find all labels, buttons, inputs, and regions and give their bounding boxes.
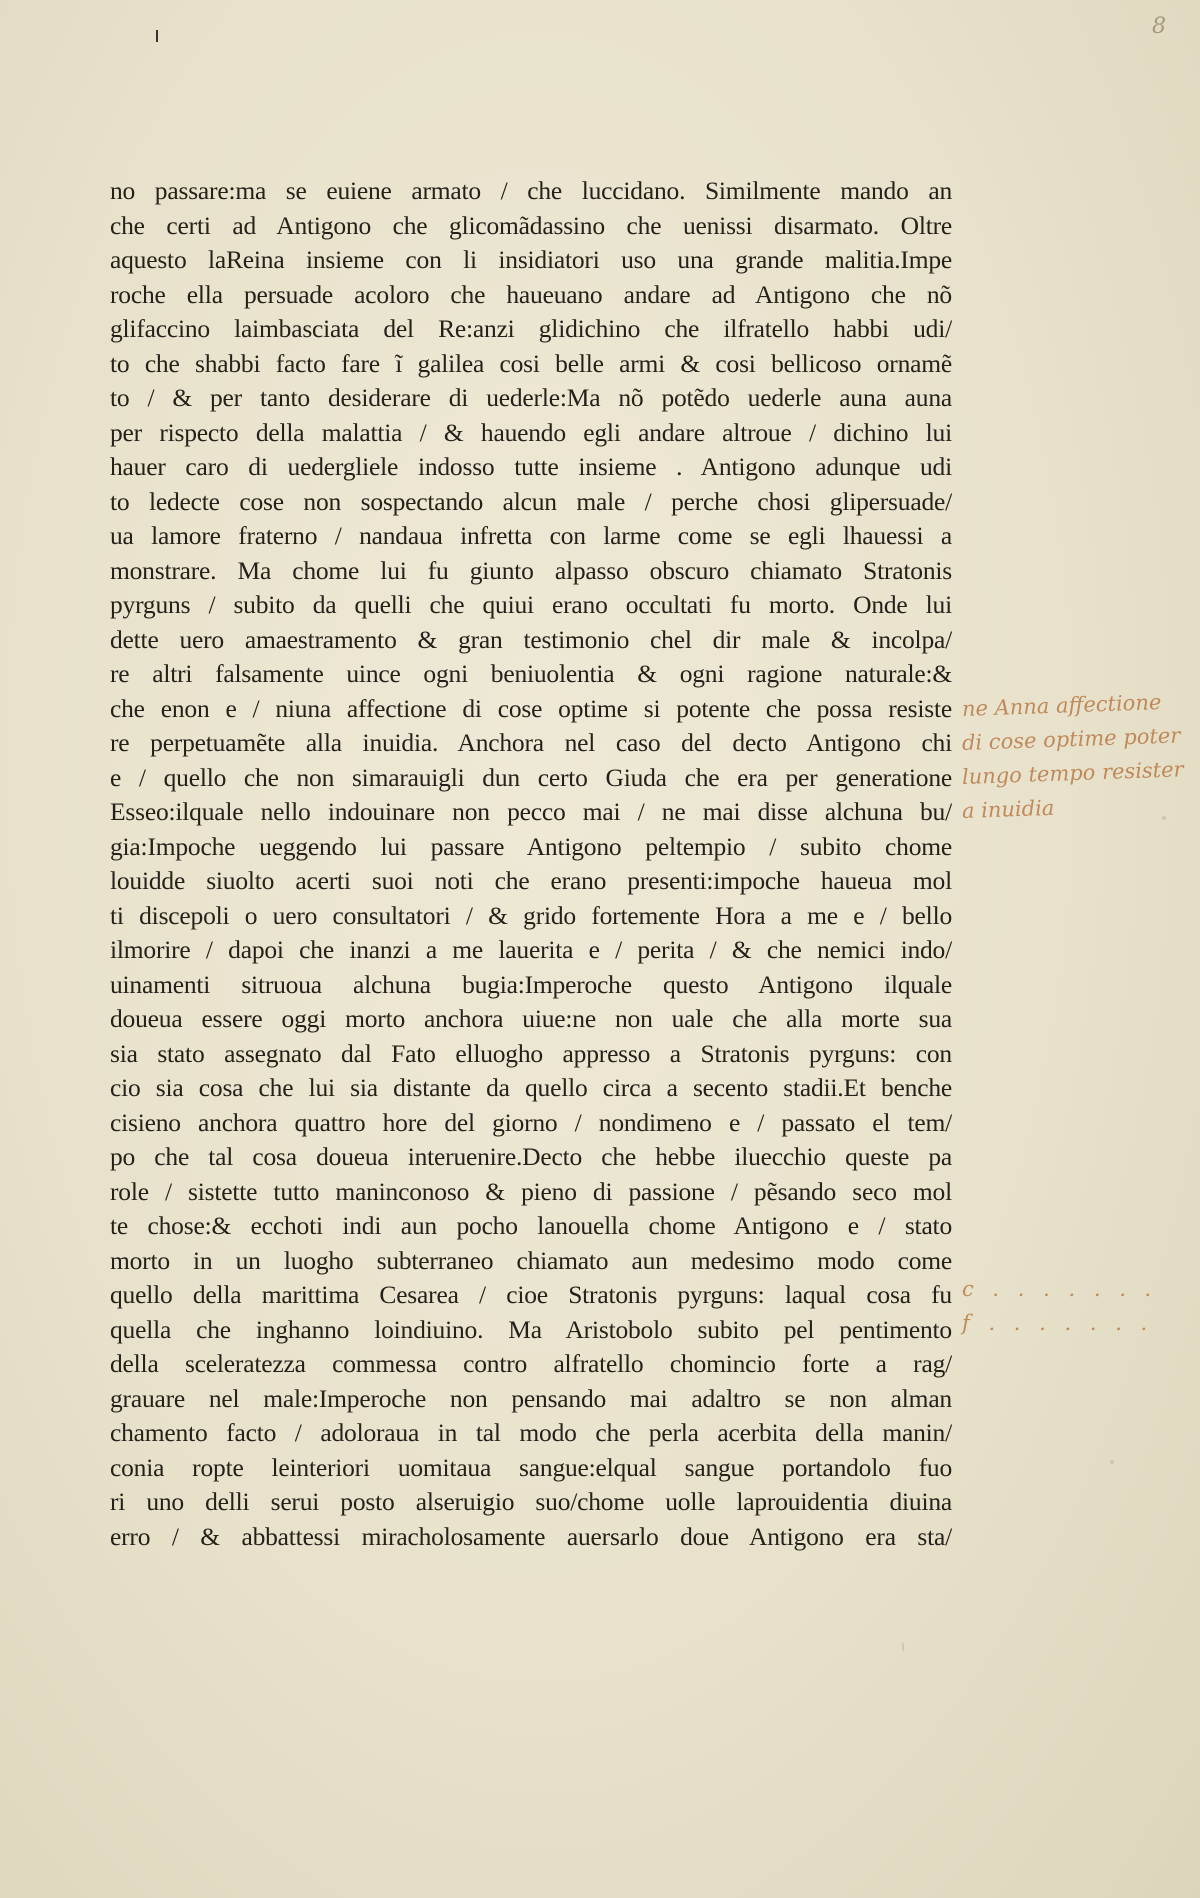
text-line: erro / & abbattessi miracholosamente auersarlo doue Antigono era sta/ [110,1521,952,1551]
text-line: uinamenti sitruoua alchuna bugia:Imperoche questo Antigono ilquale [110,969,952,999]
text-line: to / & per tanto desiderare di uederle:Ma nõ potẽdo uederle auna auna [110,383,952,412]
marginal-note-line: a inuidia [961,795,1055,823]
text-line: cio sia cosa che lui sia distante da quello circa a secento stadii.Et benche [110,1073,952,1102]
text-line: hauer caro di uedergliele indosso tutte insieme . Antigono adunque udi [110,452,952,481]
marginal-note-upper [962,692,1192,828]
text-line: pyrguns / subito da quelli che quiui erano occultati fu morto. Onde lui [110,590,952,619]
text-line: che enon e / niuna affectione di cose optime si potente che possa resiste [110,693,952,723]
text-line: ri uno delli serui posto alseruigio suo/chome uolle laprouidentia diuina [110,1487,952,1516]
text-line: morto in un luogho subterraneo chiamato aun medesimo modo come [110,1245,952,1275]
printer-mark [156,30,158,42]
paper-spot [1110,1460,1114,1464]
paper-spot [1162,816,1166,820]
text-line: aquesto laReina insieme con li insidiatori uso una grande malitia.Impe [110,245,952,274]
marginal-note-line: di cose optime poter [961,723,1181,755]
text-line: re altri falsamente uince ogni beniuolentia & ogni ragione naturale:& [110,659,952,688]
text-line: cisieno anchora quattro hore del giorno / nondimeno e / passato el tem/ [110,1107,952,1137]
text-line: che certi ad Antigono che glicomãdassino che uenissi disarmato. Oltre [110,210,952,240]
marginal-note-line: c . . . . . . . [962,1277,1158,1301]
text-line: to ledecte cose non sospectando alcun male / perche chosi glipersuade/ [110,486,952,516]
text-line: monstrare. Ma chome lui fu giunto alpasso obscuro chiamato Stratonis [110,555,952,585]
text-line: dette uero amaestramento & gran testimonio chel dir male & incolpa/ [110,624,952,654]
text-line: ti discepoli o uero consultatori / & grido fortemente Hora a me e / bello [110,900,952,930]
text-line: chamento facto / adoloraua in tal modo che perla acerbita della manin/ [110,1418,952,1447]
folio-number: 8 [1152,14,1166,39]
text-line: louidde siuolto acerti suoi noti che erano presenti:impoche haueua mol [110,866,952,895]
text-line: della sceleratezza commessa contro alfratello chomincio forte a rag/ [110,1349,952,1378]
text-line: glifaccino laimbasciata del Re:anzi glidichino che ilfratello habbi udi/ [110,314,952,343]
text-line: role / sistette tutto maninconoso & pieno di passione / pẽsando seco mol [110,1176,952,1206]
marginal-note-lower [962,1272,1192,1340]
text-line: conia ropte leinteriori uomitaua sangue:elqual sangue portandolo fuo [110,1452,952,1482]
text-line: no passare:ma se euiene armato / che luccidano. Similmente mando an [110,176,952,205]
text-line: te chose:& ecchoti indi aun pocho lanouella chome Antigono e / stato [110,1211,952,1240]
text-line: doueua essere oggi morto anchora uiue:ne non uale che alla morte sua [110,1004,952,1033]
text-line: per rispecto della malattia / & hauendo egli andare altroue / dichino lui [110,417,952,447]
text-line: e / quello che non simarauigli dun certo Giuda che era per generatione [110,762,952,792]
text-line: quella che inghanno loindiuino. Ma Aristobolo subito pel pentimento [110,1314,952,1344]
text-line: Esseo:ilquale nello indouinare non pecco mai / ne mai disse alchuna bu/ [110,797,952,826]
text-line: quello della marittima Cesarea / cioe Stratonis pyrguns: laqual cosa fu [110,1280,952,1309]
marginal-note-line: ne Anna affectione [961,690,1162,721]
text-line: po che tal cosa doueua interuenire.Decto che hebbe iluecchio queste pa [110,1142,952,1171]
text-line: gia:Impoche ueggendo lui passare Antigono peltempio / subito chome [110,831,952,861]
text-line: roche ella persuade acoloro che haueuano andare ad Antigono che nõ [110,279,952,309]
text-line: re perpetuamẽte alla inuidia. Anchora nel caso del decto Antigono chi [110,728,952,757]
text-line: ilmorire / dapoi che inanzi a me lauerita e / perita / & che nemici indo/ [110,935,952,964]
main-text-block [110,174,952,1554]
text-line: ua lamore fraterno / nandaua infretta con larme come se egli lhauessi a [110,521,952,550]
paper-spot [902,1642,904,1652]
marginal-note-line: f . . . . . . . [962,1311,1154,1335]
marginal-note-line: lungo tempo resister [961,757,1185,789]
text-line: to che shabbi facto fare ĩ galilea cosi belle armi & cosi bellicoso ornamẽ [110,348,952,378]
text-line: grauare nel male:Imperoche non pensando mai adaltro se non alman [110,1383,952,1413]
text-line: sia stato assegnato dal Fato elluogho appresso a Stratonis pyrguns: con [110,1038,952,1068]
